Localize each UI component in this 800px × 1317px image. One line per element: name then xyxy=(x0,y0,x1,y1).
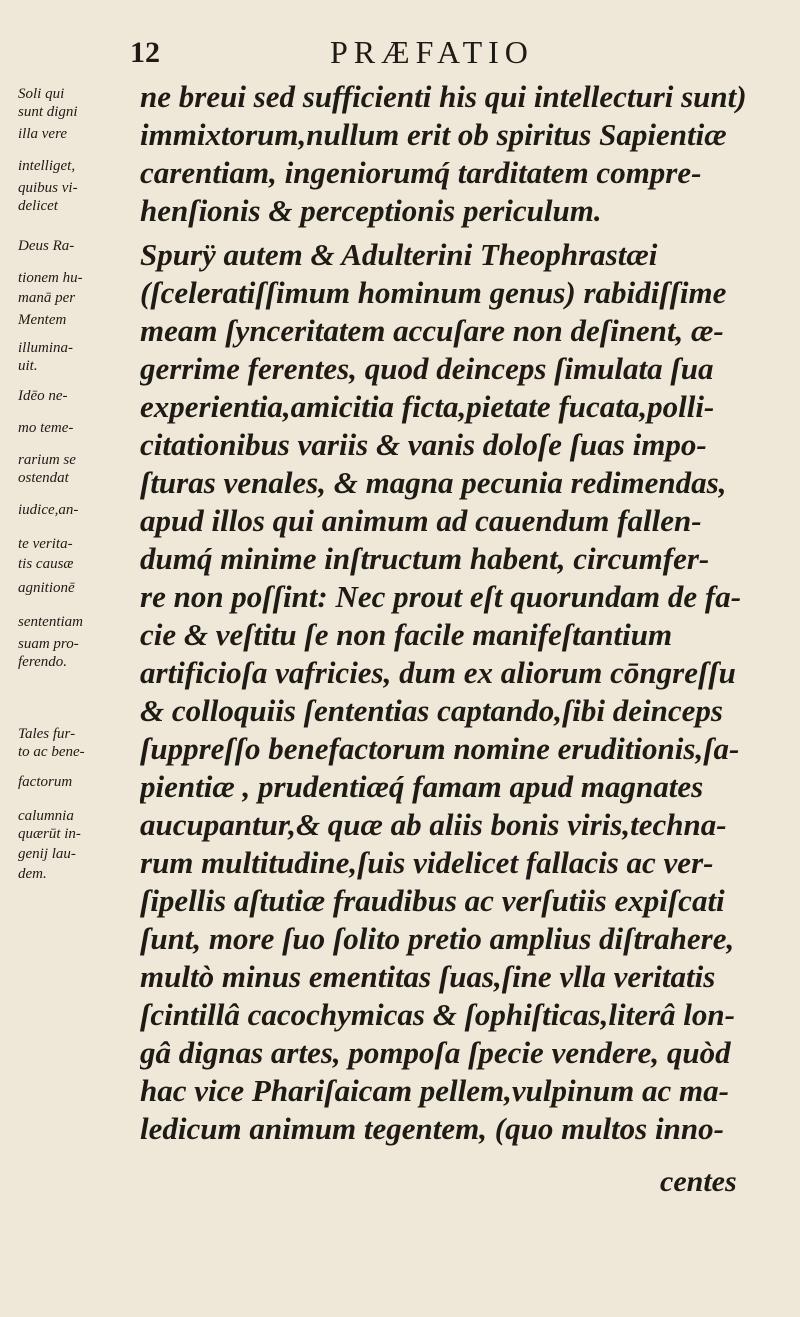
margin-note: manā per xyxy=(18,290,76,306)
text-line: immixtorum,nullum erit ob spiritus Sapientiæ xyxy=(140,117,727,152)
margin-note: delicet xyxy=(18,198,58,214)
margin-note: rarium se xyxy=(18,452,76,468)
text-line: experientia,amicitia ficta,pietate fucata,polli- xyxy=(140,389,715,424)
margin-note: quærūt in- xyxy=(18,826,81,842)
text-line: apud illos qui animum ad cauendum fallen- xyxy=(140,503,702,538)
margin-note: Mentem xyxy=(18,312,67,328)
margin-note: ostendat xyxy=(18,470,69,486)
text-line: gâ dignas artes, pompoſa ſpecie vendere, quòd xyxy=(140,1035,731,1070)
margin-note: sunt digni xyxy=(18,104,78,120)
margin-note: Deus Ra- xyxy=(18,238,75,254)
text-line: dumq́ minime inſtructum habent, circumfer- xyxy=(140,541,710,576)
margin-note: illa vere xyxy=(18,126,68,142)
text-line: rum multitudine,ſuis videlicet fallacis ac ver- xyxy=(140,845,714,880)
catchword: centes xyxy=(660,1165,737,1198)
text-line: pientiæ , prudentiæq́ famam apud magnates xyxy=(140,769,704,804)
margin-note: genij lau- xyxy=(18,846,76,862)
text-line: ſunt, more ſuo ſolito pretio amplius diſtrahere, xyxy=(140,921,735,956)
text-line: aucupantur,& quæ ab aliis bonis viris,techna- xyxy=(140,807,727,842)
text-line: & colloquiis ſententias captando,ſibi deinceps xyxy=(140,693,723,728)
margin-note: quibus vi- xyxy=(18,180,78,196)
text-line: citationibus variis & vanis doloſe ſuas impo- xyxy=(140,427,707,462)
margin-note: Idēo ne- xyxy=(18,388,68,404)
margin-note: to ac bene- xyxy=(18,744,85,760)
margin-note: sententiam xyxy=(18,614,83,630)
text-line: artificioſa vafricies, dum ex aliorum cōngreſſu xyxy=(140,655,736,690)
margin-note: intelliget, xyxy=(18,158,76,174)
margin-note: agnitionē xyxy=(18,580,75,596)
text-line: multò minus ementitas ſuas,ſine vlla veritatis xyxy=(140,959,716,994)
margin-note: uit. xyxy=(18,358,38,374)
page-header xyxy=(0,28,800,78)
text-line: Spurÿ autem & Adulterini Theophrastæi xyxy=(140,237,658,272)
text-line: ledicum animum tegentem, (quo multos inno- xyxy=(140,1111,724,1146)
text-line: ſturas venales, & magna pecunia redimendas, xyxy=(140,465,727,500)
text-line: ne breui sed sufficienti his qui intellecturi sunt) xyxy=(140,79,747,114)
running-title: PRÆFATIO xyxy=(330,34,534,70)
margin-note: calumnia xyxy=(18,808,74,824)
text-line: ſuppreſſo benefactorum nomine eruditionis,ſa- xyxy=(140,731,740,766)
margin-note: tis causæ xyxy=(18,556,74,572)
text-line: cie & veſtitu ſe non facile manifeſtantium xyxy=(140,617,673,652)
margin-note: ferendo. xyxy=(18,654,68,670)
margin-note: suam pro- xyxy=(18,636,79,652)
margin-note: dem. xyxy=(18,866,47,882)
text-line: ſipellis aſtutiæ fraudibus ac verſutiis expiſcati xyxy=(140,883,725,918)
text-line: meam ſynceritatem accuſare non deſinent, æ- xyxy=(140,313,724,348)
text-line: carentiam, ingeniorumq́ tarditatem compre- xyxy=(140,155,702,190)
margin-note: Tales fur- xyxy=(18,726,76,742)
margin-note: mo teme- xyxy=(18,420,74,436)
margin-note: tionem hu- xyxy=(18,270,83,286)
text-line: ſcintillâ cacochymicas & ſophiſticas,literâ lon- xyxy=(140,997,735,1032)
text-line: henſionis & perceptionis periculum. xyxy=(140,193,602,228)
text-line: hac vice Phariſaicam pellem,vulpinum ac ma- xyxy=(140,1073,729,1108)
text-line: (ſceleratiſſimum hominum genus) rabidiſſime xyxy=(140,275,727,310)
text-line: re non poſſint: Nec prout eſt quorundam de fa- xyxy=(140,579,742,614)
margin-note: te verita- xyxy=(18,536,73,552)
margin-note: factorum xyxy=(18,774,73,790)
text-line: gerrime ferentes, quod deinceps ſimulata ſua xyxy=(140,351,714,386)
page-number: 12 xyxy=(130,36,160,69)
margin-note: illumina- xyxy=(18,340,73,356)
margin-note: Soli qui xyxy=(18,86,65,102)
margin-note: iudice,an- xyxy=(18,502,79,518)
